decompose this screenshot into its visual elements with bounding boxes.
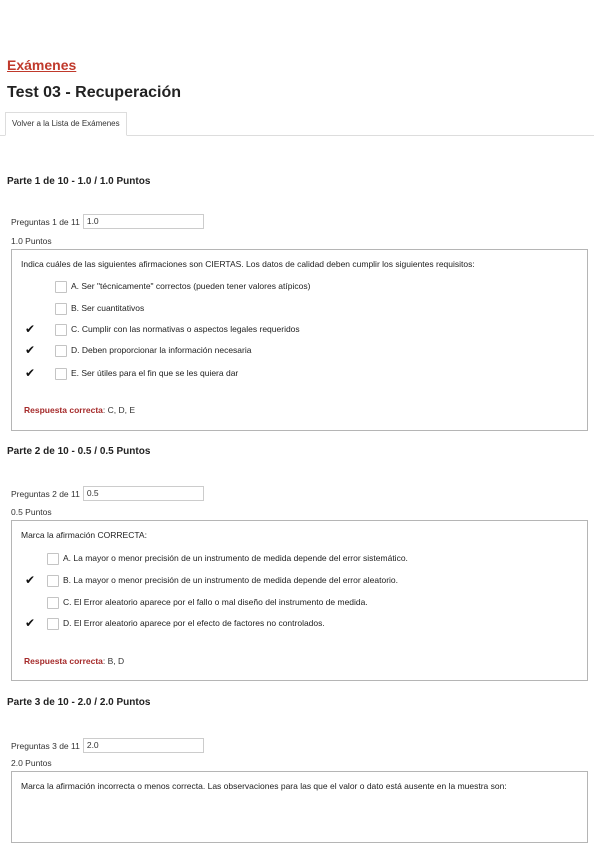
question-2-box [11,520,588,681]
option-d-checkbox[interactable] [47,618,59,630]
option-d-checkbox[interactable] [55,345,67,357]
question-2-score-field[interactable]: 0.5 [83,486,204,501]
question-1-box [11,249,588,431]
option-e-checkbox[interactable] [55,368,67,380]
question-1-points: 1.0 Puntos [11,236,52,246]
option-c-checkbox[interactable] [47,597,59,609]
correct-answer-value: : B, D [102,656,125,666]
question-2-points: 0.5 Puntos [11,507,52,517]
option-a-checkbox[interactable] [55,281,67,293]
part-2-title: Parte 2 de 10 - 0.5 / 0.5 Puntos [7,446,151,457]
option-d-text: D. Deben proporcionar la información necesaria [71,345,252,355]
question-2-option-b [47,573,398,587]
question-3-label: Preguntas 3 de 11 [11,740,80,751]
correct-answer-value: : C, D, E [102,405,136,415]
option-b-checkbox[interactable] [47,575,59,587]
question-3-box [11,771,588,843]
question-1-stem: Indica cuáles de las siguientes afirmaciones son CIERTAS. Los datos de calidad deben cumplir los siguientes requisitos: [21,259,475,269]
option-b-text: B. La mayor o menor precisión de un instrumento de medida depende del error aleatorio. [63,575,398,585]
question-2-option-a [47,551,408,565]
option-c-text: C. Cumplir con las normativas o aspectos legales requeridos [71,324,300,334]
question-2-option-c [47,595,368,609]
question-1-score-field[interactable]: 1.0 [83,214,204,229]
question-2-line [11,486,204,501]
question-3-score-field[interactable]: 2.0 [83,738,204,753]
correct-answer-label: Respuesta correcta [24,656,103,666]
option-c-checkbox[interactable] [55,324,67,336]
check-mark-icon: ✔ [25,573,36,587]
check-mark-icon: ✔ [25,366,36,380]
option-c-text: C. El Error aleatorio aparece por el fallo o mal diseño del instrumento de medida. [63,597,368,607]
question-2-stem: Marca la afirmación CORRECTA: [21,530,147,540]
option-d-text: D. El Error aleatorio aparece por el efecto de factores no controlados. [63,618,325,628]
check-mark-icon: ✔ [25,322,36,336]
tab-back-to-exam-list[interactable]: Volver a la Lista de Exámenes [5,112,127,136]
question-3-stem: Marca la afirmación incorrecta o menos correcta. Las observaciones para las que el valor o dato está ausente en la muestra son: [21,781,507,791]
question-1-option-c [55,322,300,336]
option-a-text: A. La mayor o menor precisión de un instrumento de medida depende del error sistemático. [63,553,408,563]
option-e-text: E. Ser útiles para el fin que se les quiera dar [71,368,239,378]
option-b-checkbox[interactable] [55,303,67,315]
tab-bar [0,112,594,136]
option-a-text: A. Ser "técnicamente" correctos (pueden tener valores atípicos) [71,281,311,291]
check-mark-icon: ✔ [25,616,36,630]
check-mark-icon: ✔ [25,343,36,357]
question-2-option-d [47,616,325,630]
option-a-checkbox[interactable] [47,553,59,565]
breadcrumb-examenes-link[interactable]: Exámenes [7,57,77,73]
question-3-points: 2.0 Puntos [11,758,52,768]
part-3-title: Parte 3 de 10 - 2.0 / 2.0 Puntos [7,697,151,708]
question-1-correct-answer [24,405,135,415]
question-1-option-d [55,343,251,357]
question-1-option-e [55,366,238,380]
part-1-title: Parte 1 de 10 - 1.0 / 1.0 Puntos [7,176,151,187]
option-b-text: B. Ser cuantitativos [71,303,145,313]
question-2-correct-answer [24,656,124,666]
question-3-line [11,738,204,753]
question-2-label: Preguntas 2 de 11 [11,488,80,499]
question-1-label: Preguntas 1 de 11 [11,216,80,227]
question-1-option-a [55,279,310,293]
correct-answer-label: Respuesta correcta [24,405,103,415]
question-1-line [11,214,204,229]
page-title: Test 03 - Recuperación [7,84,181,101]
question-1-option-b [55,301,144,315]
